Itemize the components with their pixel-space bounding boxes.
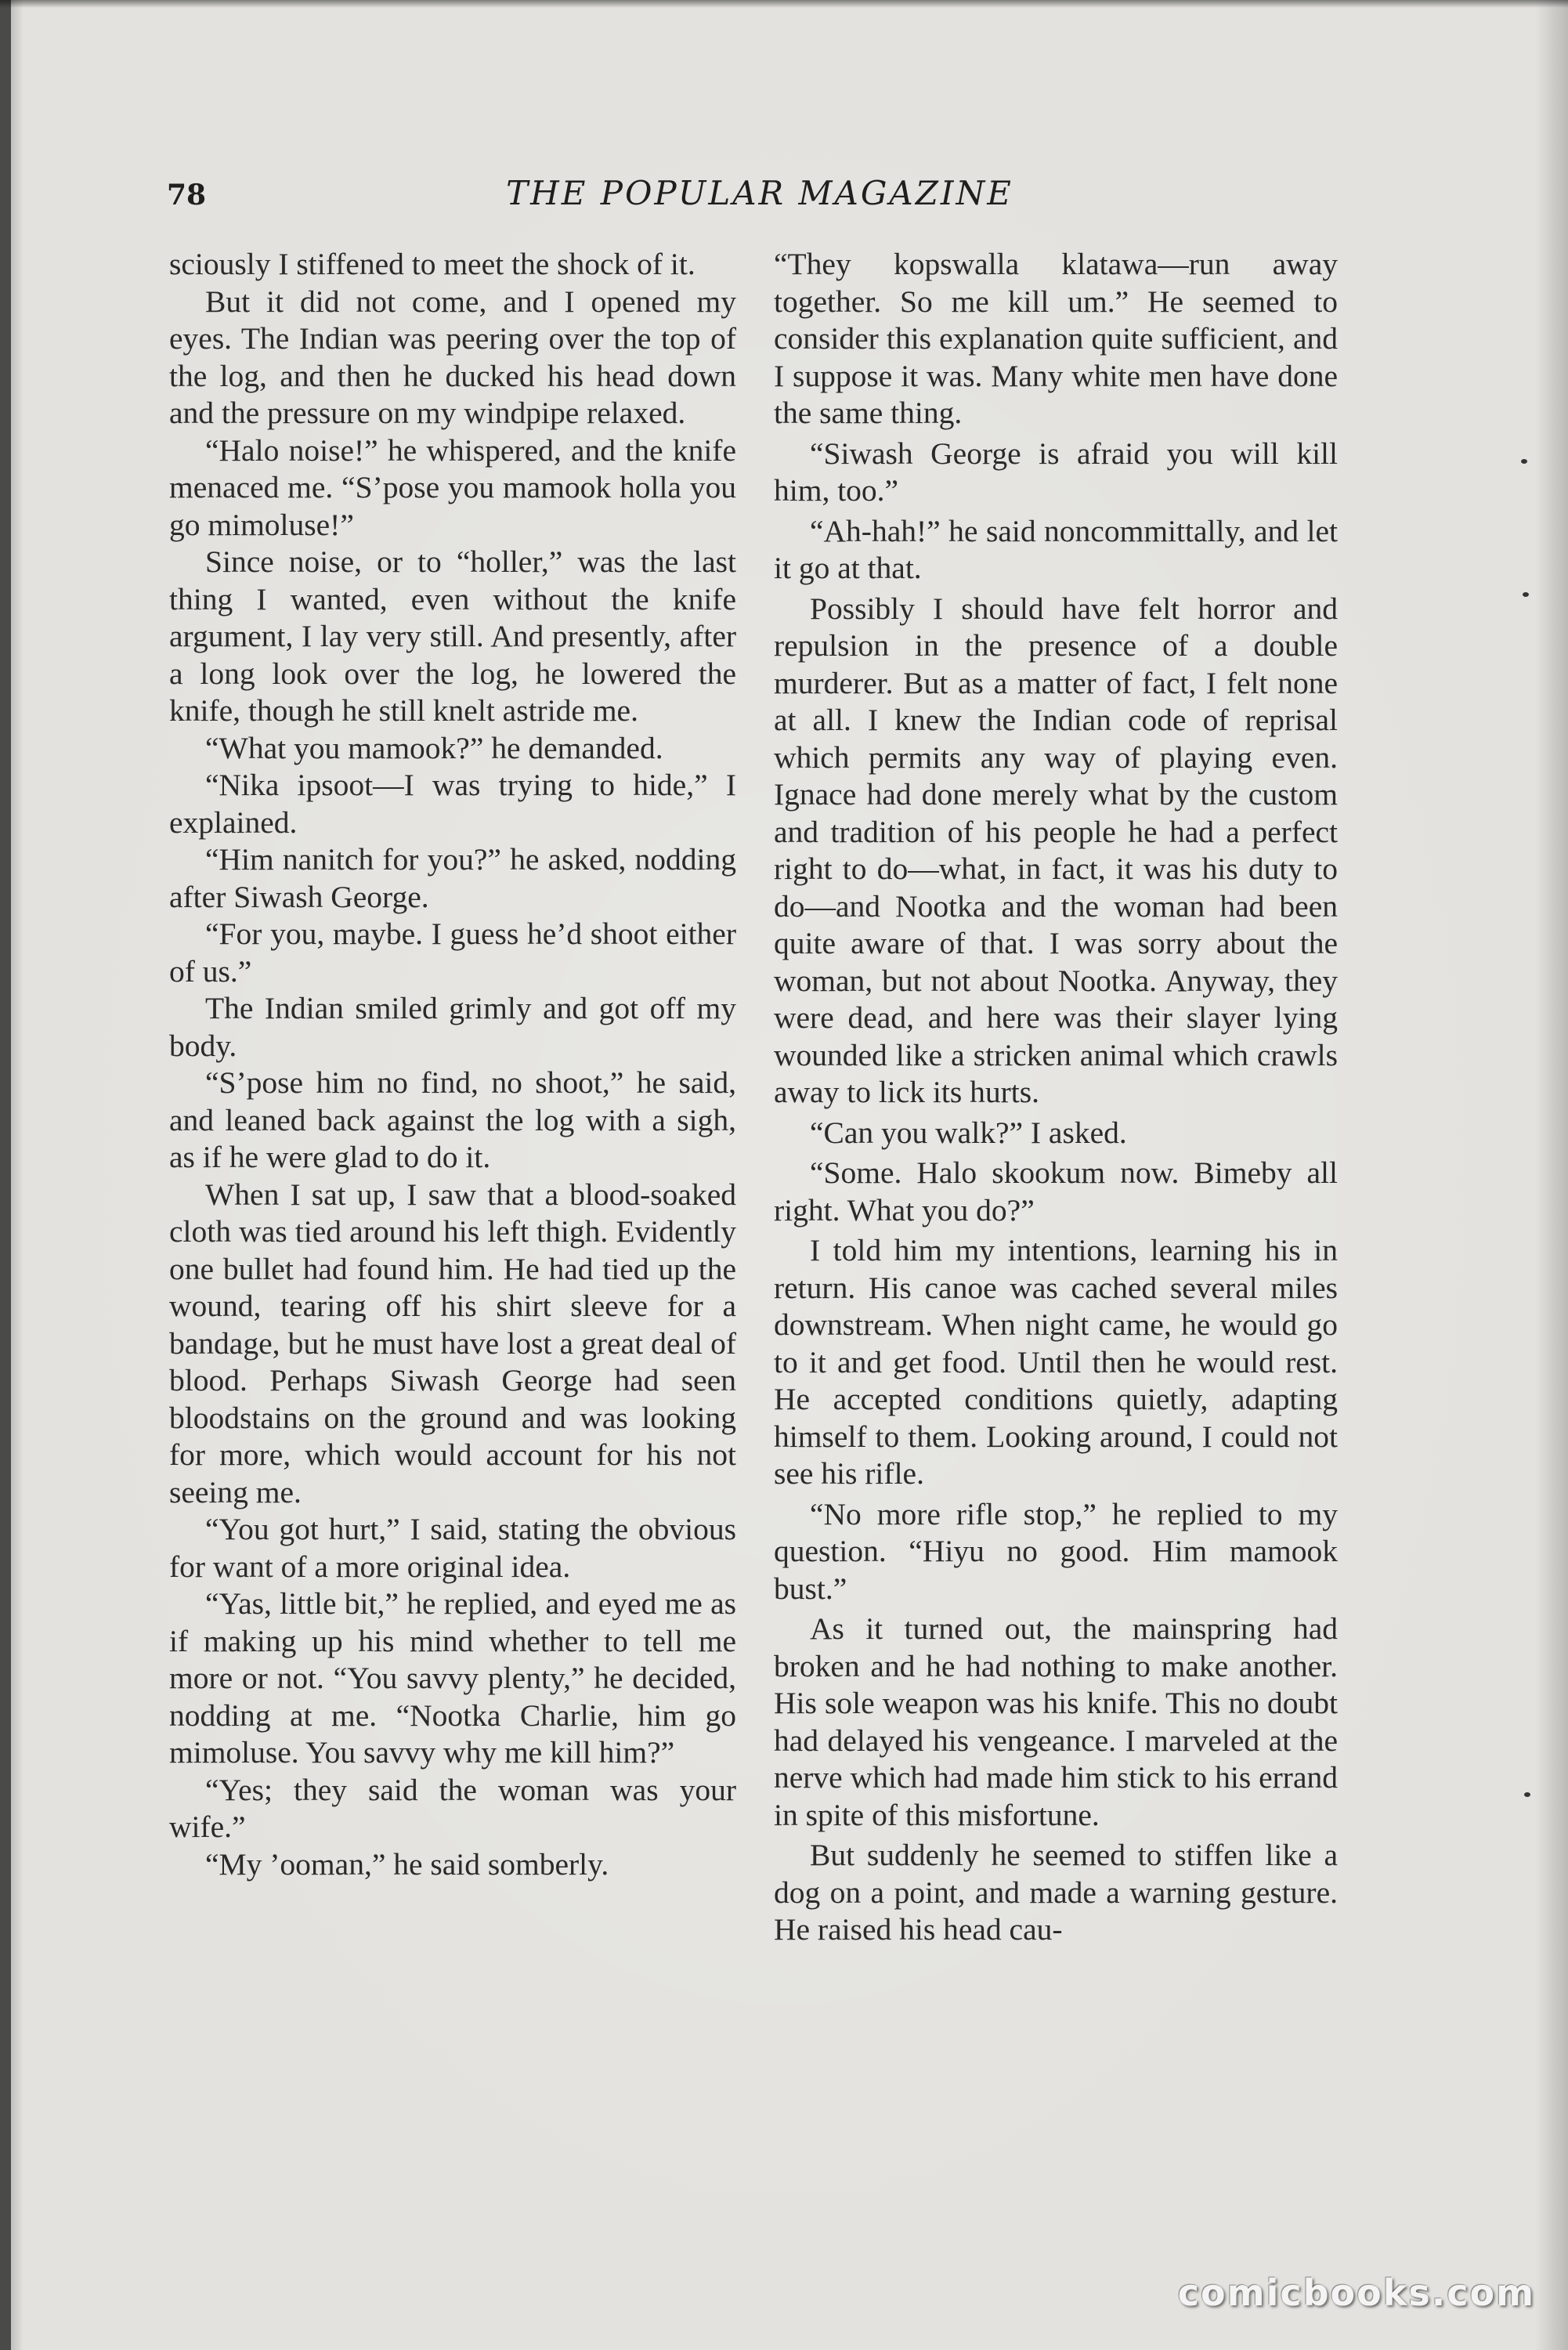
paragraph: “My ’ooman,” he said somberly.	[205, 1846, 609, 1882]
page-top-edge	[0, 0, 1568, 8]
paragraph: “Ah-hah!” he said noncommittally, and let it go at that.	[774, 513, 1338, 585]
paragraph: “Nika ipsoot—I was trying to hide,” I explained.	[169, 768, 736, 840]
paragraph: “What you mamook?” he demanded.	[205, 730, 663, 765]
left-column	[169, 246, 736, 1883]
page-number: 78	[167, 179, 207, 212]
paragraph: “Siwash George is afraid you will kill him, too.”	[774, 436, 1338, 508]
paragraph: When I sat up, I saw that a blood-soaked cloth was tied around his left thigh. Evidently one bullet had found him. He had tied up the wound, tearing off his shirt sleeve for a bandage, but he must have lost a great deal of blood. Perhaps Siwash George had seen bloodstains on the ground and was looking for more, which would account for his not seeing me.	[169, 1177, 736, 1509]
paper-speck	[1521, 459, 1527, 464]
paragraph: “Some. Halo skookum now. Bimeby all right. What you do?”	[774, 1155, 1338, 1227]
paragraph: “For you, maybe. I guess he’d shoot either of us.”	[169, 916, 736, 989]
paragraph: The Indian smiled grimly and got off my body.	[169, 991, 736, 1063]
paragraph: But suddenly he seemed to stiffen like a dog on a point, and made a warning gesture. He raised his head cau-	[774, 1838, 1338, 1947]
paragraph: “Yas, little bit,” he replied, and eyed me as if making up his mind whether to tell me more or not. “You savvy plenty,” he decided, nodding at me. “Nootka Charlie, him go mimoluse. You savvy why me kill him?”	[169, 1586, 736, 1770]
paragraph: “Yes; they said the woman was your wife.”	[169, 1772, 736, 1844]
paragraph: “Halo noise!” he whispered, and the knife menaced me. “S’pose you mamook holla you go mimoluse!”	[169, 432, 736, 542]
paragraph: As it turned out, the mainspring had broken and he had nothing to make another. His sole weapon was his knife. This no doubt had delayed his vengeance. I marveled at the nerve which had made him stick to his errand in spite of this misfortune.	[774, 1611, 1338, 1832]
running-head: THE POPULAR MAGAZINE	[506, 174, 1013, 212]
paragraph: “They kopswalla klatawa—run away together. So me kill um.” He seemed to consider this explanation quite sufficient, and I suppose it was. Many white men have done the same thing.	[774, 247, 1338, 430]
paragraph: “No more rifle stop,” he replied to my question. “Hiyu no good. Him mamook bust.”	[774, 1496, 1338, 1606]
paragraph: I told him my intentions, learning his in return. His canoe was cached several miles downstream. When night came, he would go to it and get food. Until then he would rest. He accepted conditions quietly, adapting himself to them. Looking around, I could not see his rifle.	[774, 1233, 1338, 1491]
paper-speck	[1524, 1792, 1530, 1797]
page-left-edge	[0, 0, 11, 2350]
paper-speck	[1523, 592, 1529, 597]
paragraph: “S’pose him no find, no shoot,” he said, and leaned back against the log with a sigh, as if he were glad to do it.	[169, 1065, 736, 1174]
right-column	[774, 246, 1338, 1952]
paragraph: Since noise, or to “holler,” was the last thing I wanted, even without the knife argument, I lay very still. And presently, after a long look over the log, he lowered the knife, though he still knelt astride me.	[169, 544, 736, 728]
paragraph: “You got hurt,” I said, stating the obvious for want of a more original idea.	[169, 1512, 736, 1584]
paragraph: “Can you walk?” I asked.	[810, 1115, 1127, 1150]
paragraph: “Him nanitch for you?” he asked, nodding after Siwash George.	[169, 842, 736, 914]
paragraph: But it did not come, and I opened my eyes. The Indian was peering over the top of the log, and then he ducked his head down and the pressure on my windpipe relaxed.	[169, 284, 736, 430]
paragraph: sciously I stiffened to meet the shock of it.	[169, 247, 695, 281]
watermark-logo: comicbooks.com	[1177, 2272, 1535, 2314]
paragraph: Possibly I should have felt horror and repulsion in the presence of a double murderer. But as a matter of fact, I felt none at all. I knew the Indian code of reprisal which permits any way of playing even. Ignace had done merely what by the custom and tradition of his people he had a perfect right to do—what, in fact, it was his duty to do—and Nootka and the woman had been quite aware of that. I was sorry about the woman, but not about Nootka. Anyway, they were dead, and here was their slayer lying wounded like a stricken animal which crawls away to lick its hurts.	[774, 591, 1338, 1109]
